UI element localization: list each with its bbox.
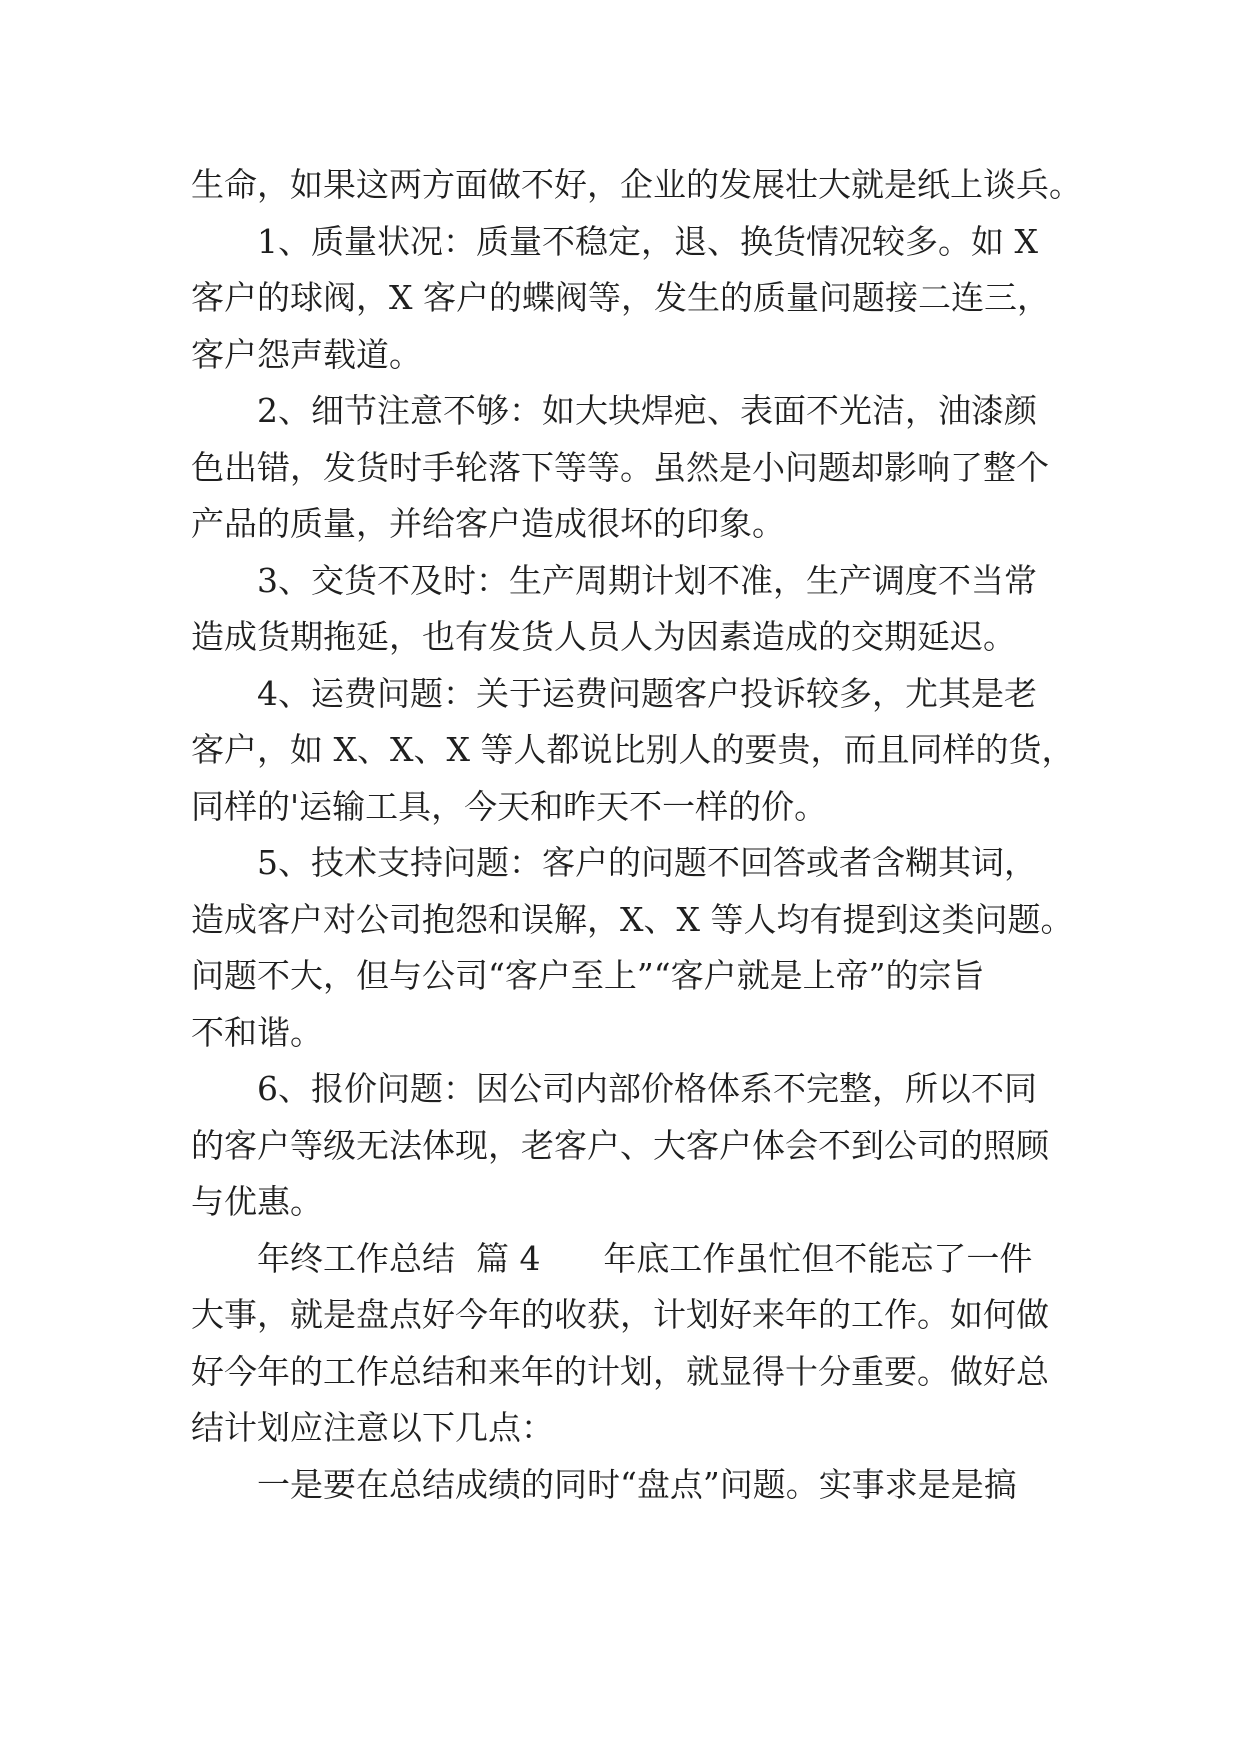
text-line: 结计划应注意以下几点： bbox=[191, 1408, 554, 1447]
text-line: 不和谐。 bbox=[191, 1012, 323, 1052]
text-line: 问题不大，但与公司“客户至上”“客户就是上帝”的宗旨 bbox=[191, 956, 985, 995]
text-line: 6、报价问题：因公司内部价格体系不完整，所以不同 bbox=[257, 1069, 1037, 1108]
text-line: 一是要在总结成绩的同时“盘点”问题。实事求是是搞 bbox=[257, 1464, 1017, 1504]
text-line: 1、质量状况：质量不稳定，退、换货情况较多。如 X bbox=[257, 221, 1038, 261]
text-line: 客户，如 X、X、X 等人都说比别人的要贵，而且同样的货， bbox=[191, 730, 1075, 769]
text-line: 客户怨声载道。 bbox=[191, 334, 422, 374]
text-line: 的客户等级无法体现，老客户、大客户体会不到公司的照顾 bbox=[191, 1125, 1049, 1165]
text-line: 3、交货不及时：生产周期计划不准，生产调度不当常 bbox=[257, 560, 1037, 600]
text-line: 5、技术支持问题：客户的问题不回答或者含糊其词， bbox=[257, 843, 1037, 882]
text-line: 产品的质量，并给客户造成很坏的印象。 bbox=[191, 504, 785, 543]
text-line: 色出错，发货时手轮落下等等。虽然是小问题却影响了整个 bbox=[191, 447, 1049, 487]
text-line: 造成货期拖延，也有发货人员人为因素造成的交期延迟。 bbox=[191, 617, 1016, 656]
text-line: 好今年的工作总结和来年的计划，就显得十分重要。做好总 bbox=[191, 1351, 1049, 1391]
text-line: 与优惠。 bbox=[191, 1182, 323, 1221]
text-line: 同样的'运输工具，今天和昨天不一样的价。 bbox=[191, 786, 828, 826]
text-line: 客户的球阀，X 客户的蝶阀等，发生的质量问题接二连三， bbox=[191, 278, 1050, 317]
text-line: 生命，如果这两方面做不好，企业的发展壮大就是纸上谈兵。 bbox=[191, 165, 1082, 204]
text-line: 造成客户对公司抱怨和误解，X、X 等人均有提到这类问题。 bbox=[191, 899, 1074, 939]
text-line: 4、运费问题：关于运费问题客户投诉较多，尤其是老 bbox=[257, 673, 1037, 713]
document-body bbox=[191, 157, 1082, 1513]
text-line: 2、细节注意不够：如大块焊疤、表面不光洁，油漆颜 bbox=[257, 391, 1037, 430]
section-heading-line: 年终工作总结 篇 4 年底工作虽忙但不能忘了一件 bbox=[257, 1238, 1033, 1278]
text-line: 大事，就是盘点好今年的收获，计划好来年的工作。如何做 bbox=[191, 1295, 1049, 1334]
